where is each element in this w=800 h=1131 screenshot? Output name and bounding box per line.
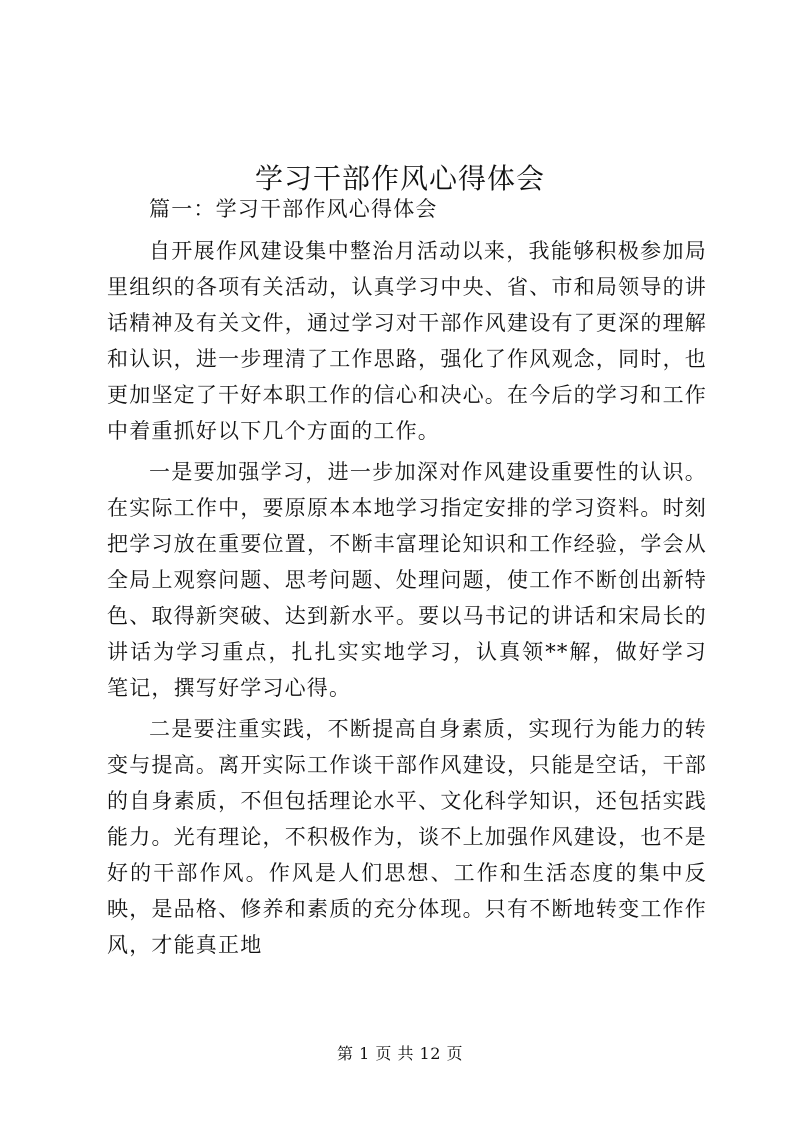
section-heading: 篇一：学习干部作风心得体会	[149, 197, 438, 221]
paragraph-intro: 自开展作风建设集中整治月活动以来，我能够积极参加局里组织的各项有关活动，认真学习中央、省、市和局领导的讲话精神及有关文件，通过学习对干部作风建设有了更深的理解和认识，进一步理清了工作思路，强化了作风观念，同时，也更加坚定了干好本职工作的信心和决心。在今后的学习和工作中着重抓好以下几个方面的工作。	[107, 239, 707, 443]
document-body	[107, 191, 707, 968]
paragraph-point-one: 一是要加强学习，进一步加深对作风建设重要性的认识。在实际工作中，要原原本本地学习指定安排的学习资料。时刻把学习放在重要位置，不断丰富理论知识和工作经验，学会从全局上观察问题、思考问题、处理问题，使工作不断创出新特色、取得新突破、达到新水平。要以马书记的讲话和宋局长的讲话为学习重点，扎扎实实地学习，认真领**解，做好学习笔记，撰写好学习心得。	[107, 460, 707, 700]
paragraph-point-two: 二是要注重实践，不断提高自身素质，实现行为能力的转变与提高。离开实际工作谈干部作风建设，只能是空话，干部的自身素质，不但包括理论水平、文化科学知识，还包括实践能力。光有理论，不积极作为，谈不上加强作风建设，也不是好的干部作风。作风是人们思想、工作和生活态度的集中反映，是品格、修养和素质的充分体现。只有不断地转变工作作风，才能真正地	[107, 717, 707, 957]
page-number-footer: 第 1 页 共 12 页	[337, 1044, 463, 1063]
document-title: 学习干部作风心得体会	[254, 161, 545, 195]
